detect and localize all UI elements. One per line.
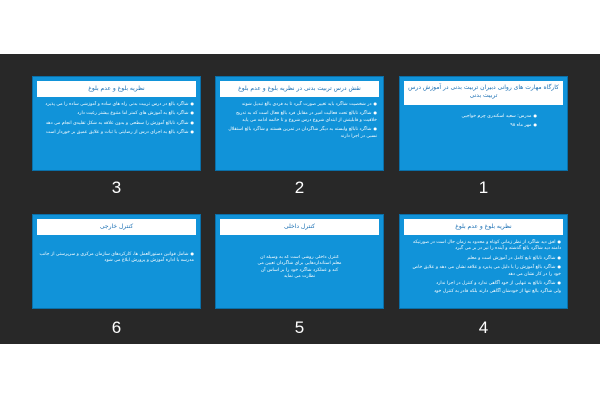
slide-thumbnail-4[interactable] (399, 214, 568, 309)
slide-body (406, 113, 537, 166)
slide-line: ● افق دید شاگرد از نظر زمانی کوتاه و محدود به زمان حال است در صورتیکه دامنه دید شاگرد بالغ گذشته و آینده را نیز در بر می گیرد (406, 239, 561, 253)
slide-line: ● شاگرد نابالغ تحت فعالیت امیر در مقابل فرد بالغ فعال است که به تدریج خلاقیت و قابلیتش از ابتدای شروع درس شروع و تا خاتمه ادامه می یابد (222, 110, 377, 124)
slide-body (222, 101, 377, 166)
slide-line: ● شاگرد نابالغ وابسته به دیگر شاگردان در تمرین هستند و شاگرد بالغ استقلال نسبی در اجرا دارند (222, 126, 377, 140)
slide-title: کارگاه مهارت های روانی دبیران تربیت بدنی در آموزش درس تربیت بدنی (404, 81, 563, 105)
slide-title: کنترل خارجی (37, 219, 196, 235)
slide-number: 5 (294, 318, 305, 337)
slide-line: ● شاگرد بالغ به آموزش های کمتر اما متنوع بیشتر رغبت دارد (39, 110, 194, 117)
slide-thumbnail-2[interactable] (215, 76, 384, 171)
slide-title: کنترل داخلی (220, 219, 379, 235)
slide-thumbnail-1[interactable] (399, 76, 568, 171)
slide-body (39, 251, 194, 304)
slide-number: 4 (478, 318, 489, 337)
slide-number: 1 (478, 178, 489, 197)
slide-thumbnail-5[interactable] (215, 214, 384, 309)
slide-title: نظریه بلوغ و عدم بلوغ (404, 219, 563, 235)
slide-line: ● شامل قوانین دستورالعمل ها، کارکردهای سازمان مرکزی و سرپرستی از جانب مدرسه یا اداره آموزش و پرورش ابلاغ می شود (39, 251, 194, 265)
slide-line: ● مهر ماه ۹۸ (406, 122, 537, 129)
slide-title: نظریه بلوغ و عدم بلوغ (37, 81, 196, 97)
slide-line: ● شاگرد نابالغ آموزش را سطحی و بدون علاقه به شکل تقلیدی انجام می دهد (39, 120, 194, 127)
slide-line: ● شاگرد نابالغ تابع کامل در آموزش است و معلم (406, 255, 561, 262)
slide-line: ● شاگرد بالغ به اجرای درس از رضایتی با ثبات و علایق عمیق بر خوردار است (39, 129, 194, 136)
slide-thumbnail-3[interactable] (32, 76, 201, 171)
slide-line: ● مدرس: سعید اسکندری چرم خواجیی (406, 113, 537, 120)
slide-line: ● شاگرد نابالغ به تنهایی از خود آگاهی ندارد و کنترل در اجرا ندارد (406, 280, 561, 287)
slide-line: کنترل داخلی روشی است که به وسیله آن معلم استانداردهایی برای شاگردان تعیین می کند و عملکرد شاگرد خود را بر اساس آن نظارت می نماید (257, 255, 342, 280)
slide-number: 2 (294, 178, 305, 197)
slide-number: 3 (111, 178, 122, 197)
slide-title: نقش درس تربیت بدنی در نظریه بلوغ و عدم بلوغ (220, 81, 379, 97)
slide-body (39, 101, 194, 166)
slide-line: ● شاگرد بالغ آموزش را با دلیل می پذیرد و علاقه نشان می دهد و علایق خاص خود را در کار نشان می دهد (406, 264, 561, 278)
slide-number: 6 (111, 318, 122, 337)
slide-body (406, 239, 561, 304)
slide-line: ● شاگرد بالغ در درس تربیت بدنی راه های ساده و آموزشی ساده را می پذیرد (39, 101, 194, 108)
slide-line: ● در شخصیت شاگرد باید تغییر صورت گیرد تا به فردی بالغ تبدیل شوند (222, 101, 377, 108)
slide-thumbnail-6[interactable] (32, 214, 201, 309)
slide-body (256, 255, 343, 304)
slide-sorter-panel (0, 54, 600, 344)
slide-line: ولی شاگرد بالغ تنها از خودشان آگاهی دارند بلکه قادر به کنترل خود (434, 289, 561, 295)
